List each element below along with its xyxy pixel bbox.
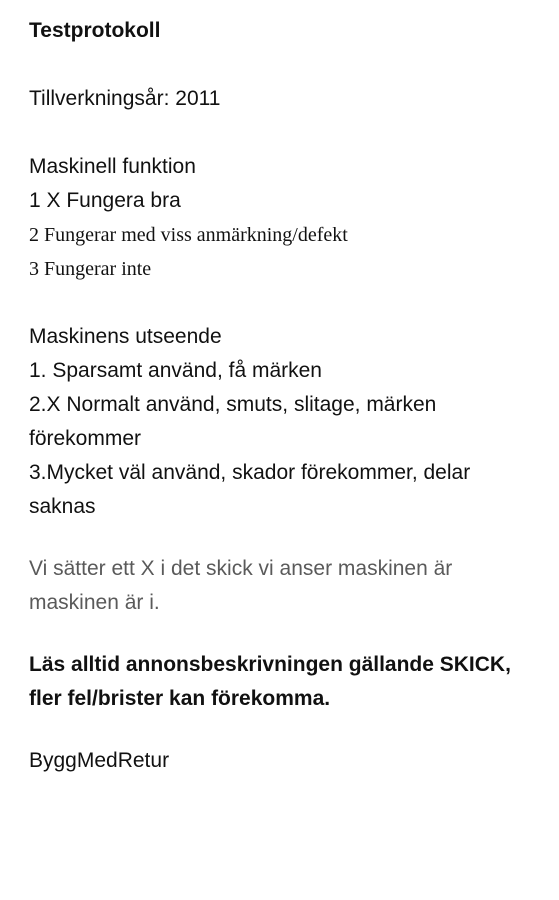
condition-warning: Läs alltid annonsbeskrivningen gällande SKICK, fler fel/brister kan förekomma. <box>29 653 511 710</box>
spacer <box>29 48 539 82</box>
spacer <box>29 116 539 150</box>
spacer <box>29 524 539 552</box>
function-item-1: 1 X Fungera bra <box>29 189 181 212</box>
appearance-heading: Maskinens utseende <box>29 325 222 348</box>
document-body <box>29 14 539 778</box>
page-title: Testprotokoll <box>29 19 161 42</box>
appearance-item-2: 2.X Normalt använd, smuts, slitage, märken förekommer <box>29 393 437 450</box>
appearance-section <box>29 320 539 524</box>
manufacture-year: Tillverkningsår: 2011 <box>29 87 221 110</box>
function-item-2: 2 Fungerar med viss anmärkning/defekt <box>29 224 348 246</box>
function-heading: Maskinell funktion <box>29 155 196 178</box>
spacer <box>29 286 539 320</box>
condition-note: Vi sätter ett X i det skick vi anser maskinen är maskinen är i. <box>29 557 453 614</box>
company-signature: ByggMedRetur <box>29 749 170 772</box>
spacer <box>29 620 539 648</box>
function-section <box>29 150 539 286</box>
appearance-item-3: 3.Mycket väl använd, skador förekommer, delar saknas <box>29 461 471 518</box>
spacer <box>29 716 539 744</box>
function-item-3: 3 Fungerar inte <box>29 258 152 280</box>
appearance-item-1: 1. Sparsamt använd, få märken <box>29 359 322 382</box>
